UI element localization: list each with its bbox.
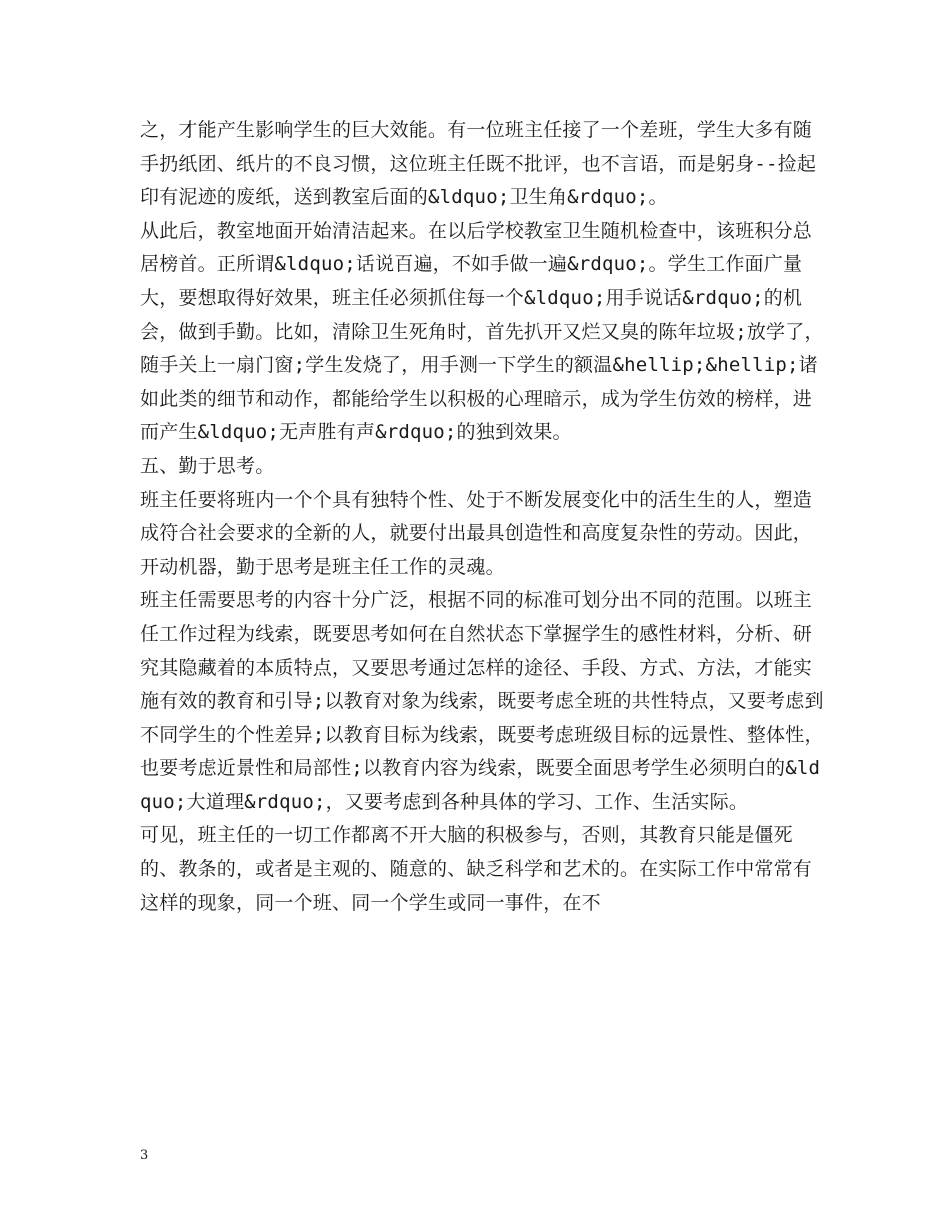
- paragraph: 班主任要将班内一个个具有独特个性、处于不断发展变化中的活生生的人，塑造成符合社会要求的全新的人，就要付出最具创造性和高度复杂性的劳动。因此，开动机器，勤于思考是班主任工作的灵魂。: [140, 488, 813, 578]
- paragraph: 之，才能产生影响学生的巨大效能。有一位班主任接了一个差班，学生大多有随手扔纸团、纸片的不良习惯，这位班主任既不批评，也不言语，而是躬身--捡起印有泥迹的废纸，送到教室后面的&ldquo;卫生角&rdquo;。: [140, 119, 817, 209]
- paragraph: 班主任需要思考的内容十分广泛，根据不同的标准可划分出不同的范围。以班主任工作过程为线索，既要思考如何在自然状态下掌握学生的感性材料，分析、研究其隐藏着的本质特点，又要思考通过怎样的途径、手段、方式、方法，才能实施有效的教育和引导;以教育对象为线索，既要考虑全班的共性特点，又要考虑到不同学生的个性差异;以教育目标为线索，既要考虑班级目标的远景性、整体性，也要考虑近景性和局部性;以教育内容为线索，既要全面思考学生必须明白的&ldquo;大道理&rdquo;，又要考虑到各种具体的学习、工作、生活实际。: [140, 589, 824, 813]
- paragraph: 从此后，教室地面开始清洁起来。在以后学校教室卫生随机检查中，该班积分总居榜首。正所谓&ldquo;话说百遍，不如手做一遍&rdquo;。学生工作面广量大，要想取得好效果，班主任必须抓住每一个&ldquo;用手说话&rdquo;的机会，做到手勤。比如，清除卫生死角时，首先扒开又烂又臭的陈年垃圾;放学了，随手关上一扇门窗;学生发烧了，用手测一下学生的额温&hellip;&hellip;诸如此类的细节和动作，都能给学生以积极的心理暗示，成为学生仿效的榜样，进而产生&ldquo;无声胜有声&rdquo;的独到效果。: [140, 219, 824, 444]
- paragraph: 可见，班主任的一切工作都离不开大脑的积极参与，否则，其教育只能是僵死的、教条的，或者是主观的、随意的、缺乏科学和艺术的。在实际工作中常常有这样的现象，同一个班、同一个学生或同一事件，在不: [140, 824, 813, 914]
- section-heading: 五、勤于思考。: [140, 454, 275, 477]
- body-text: [140, 114, 830, 920]
- page-number: 3: [140, 1148, 149, 1163]
